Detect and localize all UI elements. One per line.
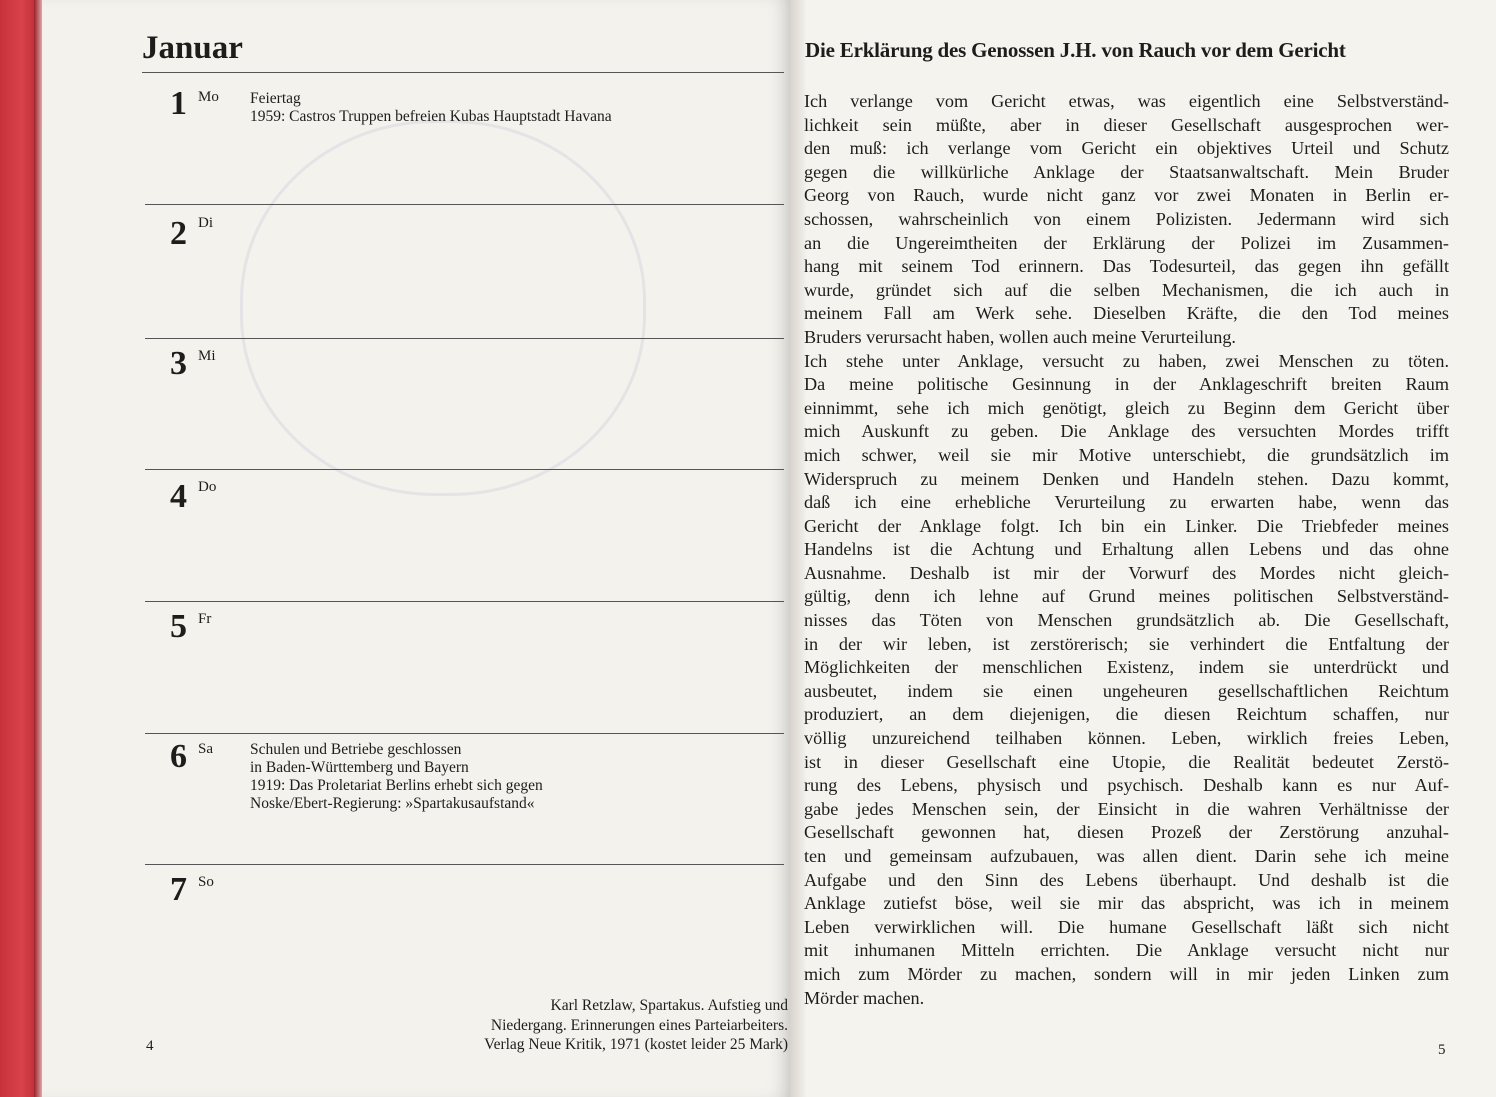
article-line: wurde, gründet sich auf die selben Mechanismen, die ich auch in: [804, 279, 1449, 300]
day-entry: [142, 864, 784, 994]
day-entry: [142, 601, 784, 731]
article-title: Die Erklärung des Genossen J.H. von Rauch vor dem Gericht: [805, 38, 1346, 62]
article-line: ten und gemeinsam aufzubauen, was allen dient. Darin sehe ich meine: [804, 846, 1449, 866]
day-rule: [145, 733, 784, 734]
day-note: 1919: Das Proletariat Berlins erhebt sich gegen: [250, 777, 543, 794]
day-entry: [142, 204, 784, 334]
article-line: an die Ungereimtheiten der Erklärung der Polizei im Zusammen-: [804, 232, 1449, 253]
day-rule: [145, 469, 784, 470]
article-line: ist in dieser Gesellschaft eine Utopie, die Realität bedeutet Zerstö-: [804, 751, 1449, 772]
day-rule: [145, 601, 784, 602]
weekday-abbr: Di: [198, 215, 213, 231]
weekday-abbr: Do: [198, 479, 217, 495]
article-line: Handelns ist die Achtung und Erhaltung allen Lebens und das ohne: [804, 539, 1449, 560]
article-line: rung des Lebens, physisch und psychisch. Deshalb kann es nur Auf-: [804, 775, 1449, 796]
article-line: nisses das Töten von Menschen grundsätzlich ab. Die Gesellschaft,: [804, 610, 1449, 631]
weekday-abbr: Mo: [198, 89, 219, 105]
book-credit: [360, 996, 788, 1055]
day-number: 5: [170, 608, 187, 645]
article-line: den muß: ich verlange vom Gericht ein objektives Urteil und Schutz: [804, 138, 1449, 159]
article-line: Gesellschaft gewonnen hat, diesen Prozeß der Zerstörung anzuhal-: [804, 822, 1449, 843]
day-entry: [142, 469, 784, 599]
page-number-left: 4: [146, 1038, 154, 1054]
article-line: Aufgabe und den Sinn des Lebens überhaupt. Und deshalb ist die: [804, 869, 1449, 890]
day-rule: [145, 204, 784, 205]
weekday-abbr: So: [198, 874, 214, 890]
day-note: Feiertag: [250, 90, 301, 107]
article-line: mich zum Mörder zu machen, sondern will in mir jeden Linken zum: [804, 963, 1449, 984]
day-rule: [145, 864, 784, 865]
day-note: 1959: Castros Truppen befreien Kubas Hauptstadt Havana: [250, 108, 612, 125]
month-title: Januar: [142, 30, 243, 66]
credit-line: Verlag Neue Kritik, 1971 (kostet leider 25 Mark): [484, 1036, 788, 1053]
day-number: 6: [170, 738, 187, 775]
article-line: Da meine politische Gesinnung in der Anklageschrift breiten Raum: [804, 374, 1449, 395]
article-line: Möglichkeiten der menschlichen Existenz, indem sie unterdrückt und: [804, 657, 1449, 678]
weekday-abbr: Sa: [198, 741, 213, 757]
article-line: Ich verlange vom Gericht etwas, was eigentlich eine Selbstverständ-: [804, 91, 1449, 111]
article-line: Ich stehe unter Anklage, versucht zu haben, zwei Menschen zu töten.: [804, 350, 1449, 371]
day-notes: [250, 741, 543, 813]
article-line: Ausnahme. Deshalb ist mir der Vorwurf des Mordes nicht gleich-: [804, 562, 1449, 583]
day-entry: [142, 338, 784, 468]
article-line: schossen, wahrscheinlich von einem Polizisten. Jedermann wird sich: [804, 208, 1449, 229]
day-number: 3: [170, 345, 187, 382]
credit-line: Niedergang. Erinnerungen eines Parteiarbeiters.: [490, 1016, 788, 1034]
article-line: mich schwer, weil sie mir Motive unterschiebt, die grundsätzlich im: [804, 444, 1449, 465]
article-line: mit inhumanen Mitteln errichten. Die Anklage versucht nicht nur: [804, 940, 1449, 961]
article-line: Mörder machen.: [804, 987, 925, 1008]
day-number: 1: [170, 85, 187, 122]
article-line: Bruders verursacht haben, wollen auch meine Verurteilung.: [804, 326, 1236, 347]
article-line: lichkeit sein müßte, aber in dieser Gesellschaft ausgesprochen wer-: [804, 114, 1449, 135]
article-line: einnimmt, sehe ich mich genötigt, gleich zu Beginn dem Gericht über: [804, 397, 1449, 418]
article-line: gegen die willkürliche Anklage der Staatsanwaltschaft. Mein Bruder: [804, 161, 1449, 182]
article-line: meinem Fall am Werk sehe. Dieselben Kräfte, die den Tod meines: [804, 303, 1449, 324]
article-line: in der wir leben, ist zerstörerisch; sie verhindert die Entfaltung der: [804, 633, 1449, 654]
day-number: 7: [170, 871, 187, 908]
article-line: Anklage zutiefst böse, weil sie mir das abspricht, was ich in meinem: [804, 893, 1449, 914]
article-line: Widerspruch zu meinem Denken und Handeln stehen. Dazu kommt,: [804, 468, 1449, 489]
article-line: ausbeutet, indem sie einen ungeheuren gesellschaftlichen Reichtum: [804, 680, 1449, 701]
article-line: gabe jedes Menschen sein, der Einsicht in die wahren Verhältnisse der: [804, 798, 1449, 819]
day-entry: [142, 733, 784, 863]
day-notes: [250, 90, 612, 126]
day-note: Noske/Ebert-Regierung: »Spartakusaufstand«: [250, 795, 535, 812]
month-rule: [142, 72, 784, 73]
day-number: 4: [170, 478, 187, 515]
article-line: hang mit seinem Tod erinnern. Das Todesurteil, das gegen ihn gefällt: [804, 256, 1449, 277]
weekday-abbr: Fr: [198, 611, 212, 627]
weekday-abbr: Mi: [198, 348, 216, 364]
day-note: Schulen und Betriebe geschlossen: [250, 741, 462, 758]
article-line: völlig unzureichend teilhaben können. Leben, wirklich freies Leben,: [804, 728, 1449, 749]
day-entry: [142, 78, 784, 208]
article-line: daß ich eine erhebliche Verurteilung zu erwarten habe, wenn das: [804, 492, 1449, 513]
day-note: in Baden-Württemberg und Bayern: [250, 759, 469, 776]
credit-line: Karl Retzlaw, Spartakus. Aufstieg und: [550, 997, 788, 1014]
article-line: mich Auskunft zu geben. Die Anklage des versuchten Mordes trifft: [804, 421, 1449, 442]
article-body: [804, 90, 1449, 1010]
article-line: produziert, an dem diejenigen, die diesen Reichtum schaffen, nur: [804, 704, 1449, 725]
article-line: Georg von Rauch, wurde nicht ganz vor zwei Monaten in Berlin er-: [804, 185, 1449, 206]
article-line: Leben verwirklichen will. Die humane Gesellschaft läßt sich nicht: [804, 916, 1449, 937]
article-line: gültig, denn ich lehne auf Grund meines politischen Selbstverständ-: [804, 586, 1449, 607]
day-number: 2: [170, 215, 187, 252]
page-number-right: 5: [1438, 1042, 1446, 1058]
day-rule: [145, 338, 784, 339]
article-line: Gericht der Anklage folgt. Ich bin ein Linker. Die Triebfeder meines: [804, 515, 1449, 536]
